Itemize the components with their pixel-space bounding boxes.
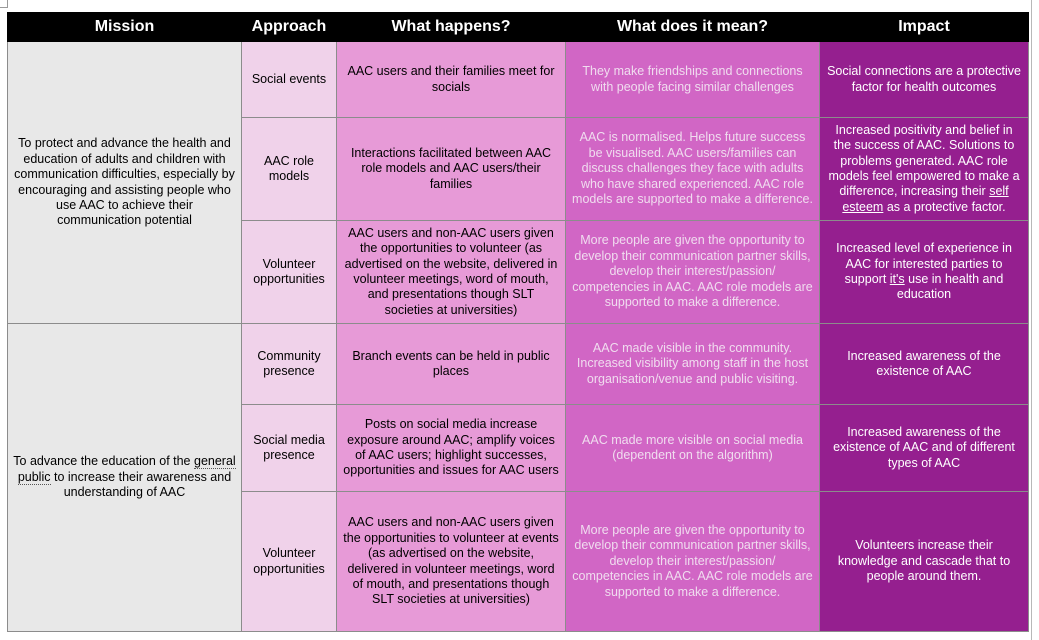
mission-marked-text: general public bbox=[17, 454, 236, 484]
impact-cell: Social connections are a protective factor for health outcomes bbox=[820, 42, 1029, 118]
table-row bbox=[8, 42, 1029, 118]
header-what-happens: What happens? bbox=[337, 13, 566, 42]
impact-cell bbox=[820, 221, 1029, 324]
what-happens-cell: AAC users and non-AAC users given the opportunities to volunteer (as advertised on the website, delivered in volunteer meetings, word of mouth, and presentations though SLT societies at universities) bbox=[337, 221, 566, 324]
page-margin-guide bbox=[1031, 0, 1032, 640]
meaning-cell: AAC is normalised. Helps future success be visualised. AAC users/families can discuss challenges they face with adults who have shared experienced. AAC role models are supported to make a difference. bbox=[566, 118, 820, 221]
meaning-cell: They make friendships and connections with people facing similar challenges bbox=[566, 42, 820, 118]
meaning-cell: AAC made visible in the community. Increased visibility among staff in the host organisation/venue and public visiting. bbox=[566, 324, 820, 405]
mission-table bbox=[7, 12, 1029, 632]
impact-text: Increased level of experience in AAC for interested parties to support bbox=[836, 241, 1012, 286]
impact-marked-text: self esteem bbox=[842, 184, 1009, 214]
header-row bbox=[8, 13, 1029, 42]
impact-cell: Volunteers increase their knowledge and cascade that to people around them. bbox=[820, 492, 1029, 632]
what-happens-cell: Posts on social media increase exposure around AAC; amplify voices of AAC users; highlight successes, opportunities and issues for AAC users bbox=[337, 405, 566, 492]
what-happens-cell: Interactions facilitated between AAC role models and AAC users/their families bbox=[337, 118, 566, 221]
mission-text: To advance the education of the bbox=[13, 454, 194, 469]
mission-text: to increase their awareness and understanding of AAC bbox=[50, 469, 232, 500]
approach-cell: Social events bbox=[242, 42, 337, 118]
what-happens-cell: AAC users and their families meet for socials bbox=[337, 42, 566, 118]
what-happens-cell: AAC users and non-AAC users given the opportunities to volunteer at events (as advertised on the website, delivered in volunteer meetings, word of mouth, and presentations though SLT societies at universities) bbox=[337, 492, 566, 632]
impact-cell bbox=[820, 118, 1029, 221]
approach-cell: Social media presence bbox=[242, 405, 337, 492]
header-impact: Impact bbox=[820, 13, 1029, 42]
what-happens-cell: Branch events can be held in public places bbox=[337, 324, 566, 405]
page-corner-mark bbox=[0, 0, 8, 8]
header-approach: Approach bbox=[242, 13, 337, 42]
impact-cell: Increased awareness of the existence of AAC and of different types of AAC bbox=[820, 405, 1029, 492]
meaning-cell: More people are given the opportunity to develop their communication partner skills, develop their interest/passion/ competencies in AAC. AAC role models are supported to make a difference. bbox=[566, 492, 820, 632]
approach-cell: Volunteer opportunities bbox=[242, 221, 337, 324]
meaning-cell: AAC made more visible on social media (dependent on the algorithm) bbox=[566, 405, 820, 492]
impact-cell: Increased awareness of the existence of AAC bbox=[820, 324, 1029, 405]
approach-cell: Volunteer opportunities bbox=[242, 492, 337, 632]
impact-text: as a protective factor. bbox=[883, 199, 1006, 214]
mission-text: To protect and advance the health and education of adults and children with communication difficulties, especially by encouraging and assisting people who use AAC to achieve their communication potential bbox=[14, 136, 235, 228]
mission-cell[interactable] bbox=[8, 42, 242, 324]
impact-marked-text: it's bbox=[889, 272, 905, 286]
table-row bbox=[8, 324, 1029, 405]
impact-text: Increased positivity and belief in the success of AAC. Solutions to problems generated. AAC role models feel empowered to make a difference, increasing their bbox=[828, 122, 1020, 199]
mission-cell[interactable] bbox=[8, 324, 242, 632]
impact-text: use in health and education bbox=[896, 272, 1004, 302]
header-what-does-it-mean: What does it mean? bbox=[566, 13, 820, 42]
approach-cell: Community presence bbox=[242, 324, 337, 405]
approach-cell: AAC role models bbox=[242, 118, 337, 221]
meaning-cell: More people are given the opportunity to develop their communication partner skills, develop their interest/passion/ competencies in AAC. AAC role models are supported to make a difference. bbox=[566, 221, 820, 324]
header-mission: Mission bbox=[8, 13, 242, 42]
